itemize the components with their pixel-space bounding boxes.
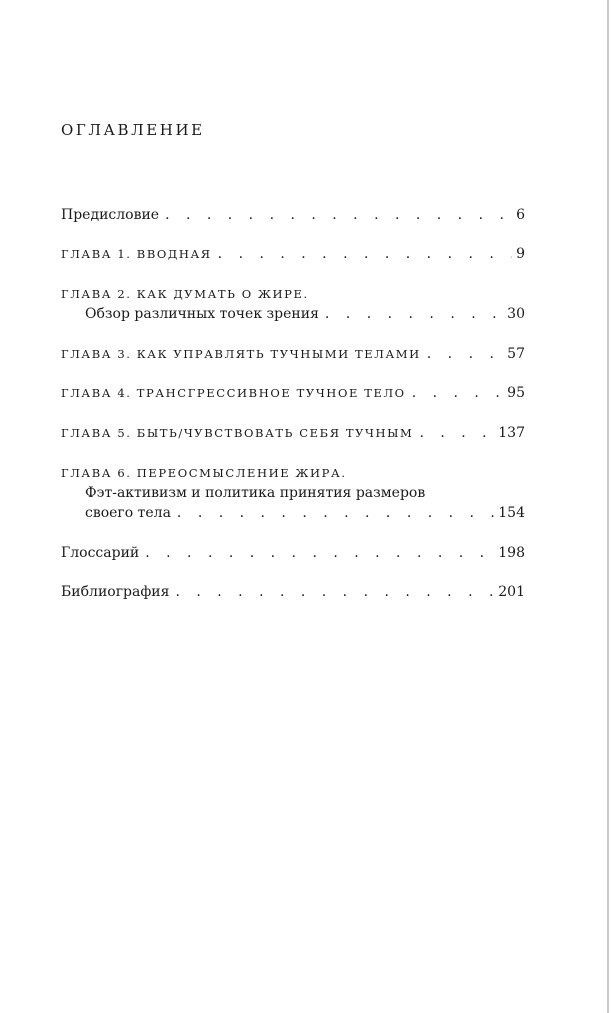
toc-entry-label: ГЛАВА 1. ВВОДНАЯ [61, 247, 212, 261]
toc-page-number: 6 [516, 207, 525, 223]
toc-page-number: 137 [498, 425, 525, 441]
toc-entry-label: Глоссарий [61, 545, 140, 561]
toc-entry-subtitle: Обзор различных точек зрения [85, 306, 319, 322]
dot-leader [175, 582, 494, 602]
toc-page-number: 154 [498, 505, 525, 521]
dot-leader [165, 205, 512, 225]
dot-leader [177, 503, 494, 523]
toc-entry-preface[interactable] [61, 205, 525, 225]
dot-leader [218, 244, 512, 264]
toc-entry-chapter-5[interactable] [61, 423, 525, 443]
toc-entry-chapter-6[interactable] [61, 463, 525, 523]
dot-leader [427, 344, 503, 364]
toc-page-number: 30 [507, 306, 525, 322]
dot-leader [325, 304, 503, 324]
toc-entry-glossary[interactable] [61, 543, 525, 563]
toc-entry-label: ГЛАВА 3. КАК УПРАВЛЯТЬ ТУЧНЫМИ ТЕЛАМИ [61, 347, 421, 361]
toc-entry-label: Библиография [61, 584, 170, 600]
dot-leader [412, 383, 503, 403]
toc-entry-label: ГЛАВА 4. ТРАНСГРЕССИВНОЕ ТУЧНОЕ ТЕЛО [61, 386, 406, 400]
toc-page-number: 95 [507, 385, 525, 401]
toc-entry-bibliography[interactable] [61, 582, 525, 602]
toc-entry-label: ГЛАВА 2. КАК ДУМАТЬ О ЖИРЕ. [61, 287, 309, 301]
toc-entry-chapter-2[interactable] [61, 284, 525, 324]
dot-leader [419, 423, 494, 443]
toc-entry-label: ГЛАВА 6. ПЕРЕОСМЫСЛЕНИЕ ЖИРА. [61, 466, 347, 480]
dot-leader [145, 543, 494, 563]
toc-page-number: 57 [507, 346, 525, 362]
toc-entry-label: ГЛАВА 5. БЫТЬ/ЧУВСТВОВАТЬ СЕБЯ ТУЧНЫМ [61, 426, 414, 440]
toc-entry-chapter-4[interactable] [61, 383, 525, 403]
page-edge [607, 0, 609, 1013]
toc-entry-label: Предисловие [61, 207, 160, 223]
toc-entry-subtitle-continuation: своего тела [85, 505, 171, 521]
toc-page-number: 198 [498, 545, 525, 561]
toc-entry-chapter-3[interactable] [61, 344, 525, 364]
toc-entry-subtitle: Фэт-активизм и политика принятия размеров [85, 485, 426, 501]
toc-page-number: 9 [516, 246, 525, 262]
toc-page-number: 201 [498, 584, 525, 600]
toc-entry-chapter-1[interactable] [61, 244, 525, 264]
toc-title: ОГЛАВЛЕНИЕ [61, 121, 205, 139]
